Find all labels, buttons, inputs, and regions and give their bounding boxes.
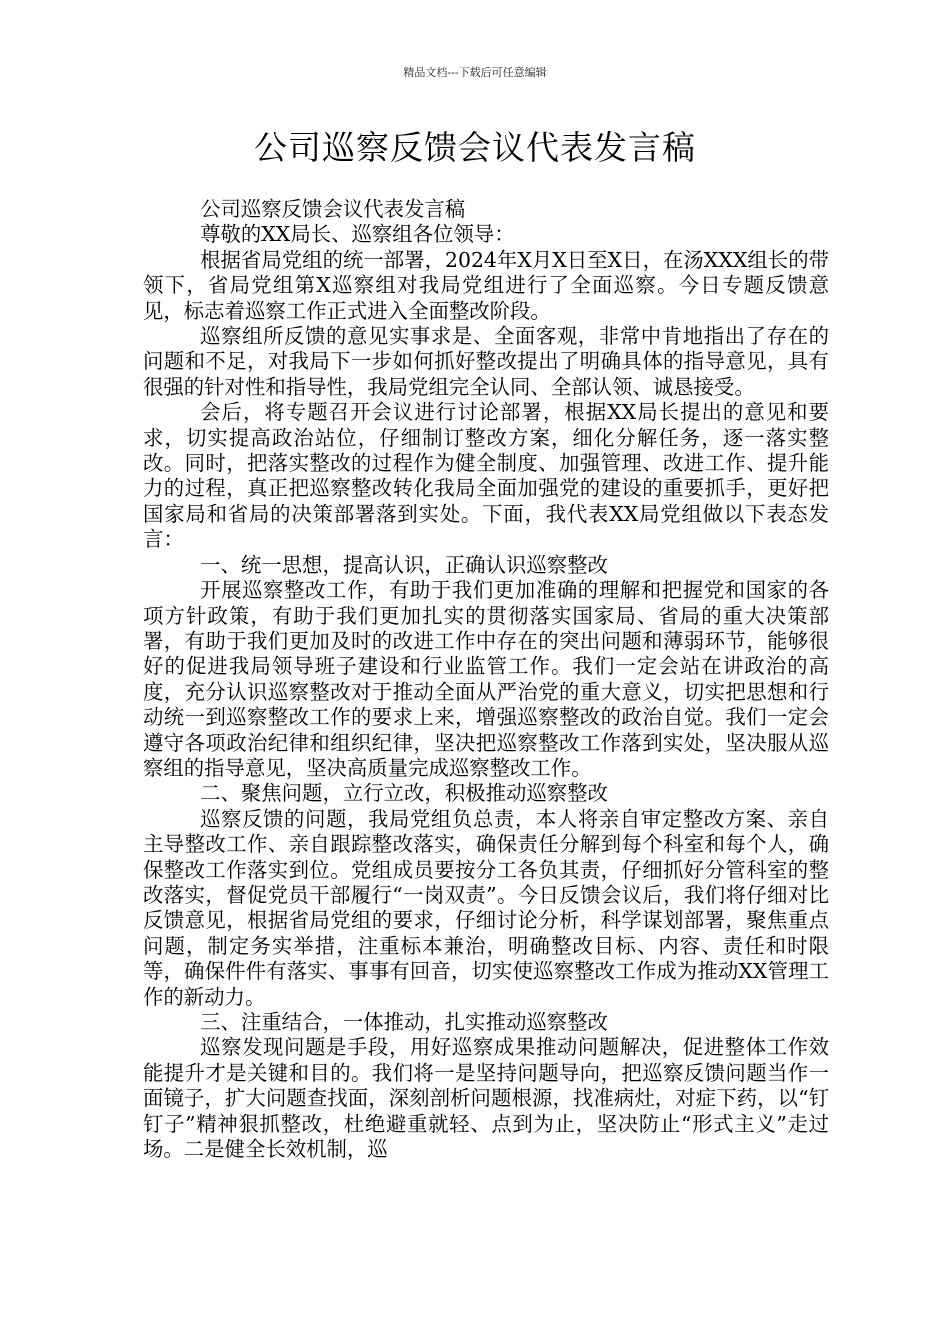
- paragraph: 会后，将专题召开会议进行讨论部署，根据XX局长提出的意见和要求，切实提高政治站位，仔细制订整改方案，细化分解任务，逐一落实整改。同时，把落实整改的过程作为健全制度、加强管理、改进工作、提升能力的过程，真正把巡察整改转化我局全面加强党的建设的重要抓手，更好把国家局和省局的决策部署落到实处。下面，我代表XX局党组做以下表态发言：: [143, 400, 829, 552]
- paragraph: 巡察发现问题是手段，用好巡察成果推动问题解决，促进整体工作效能提升才是关键和目的。我们将一是坚持问题导向，把巡察反馈问题当作一面镜子，扩大问题查找面，深刻剖析问题根源，找准病灶，对症下药，以“钉钉子”精神狠抓整改，杜绝避重就轻、点到为止，坚决防止“形式主义”走过场。二是健全长效机制，巡: [143, 1035, 829, 1162]
- paragraph: 巡察组所反馈的意见实事求是、全面客观，非常中肯地指出了存在的问题和不足，对我局下一步如何抓好整改提出了明确具体的指导意见，具有很强的针对性和指导性，我局党组完全认同、全部认领、诚恳接受。: [143, 324, 829, 399]
- paragraph-subtitle: 公司巡察反馈会议代表发言稿: [200, 197, 466, 221]
- document-body: [143, 197, 829, 1162]
- section-heading-3: 三、注重结合，一体推动，扎实推动巡察整改: [200, 1010, 608, 1034]
- paragraph: 根据省局党组的统一部署，2024年X月X日至X日，在汤XXX组长的带领下，省局党组第X巡察组对我局党组进行了全面巡察。今日专题反馈意见，标志着巡察工作正式进入全面整改阶段。: [143, 247, 829, 323]
- section-heading-2: 二、聚焦问题，立行立改，积极推动巡察整改: [200, 781, 608, 806]
- paragraph: 开展巡察整改工作，有助于我们更加准确的理解和把握党和国家的各项方针政策，有助于我们更加扎实的贯彻落实国家局、省局的重大决策部署，有助于我们更加及时的改进工作中存在的突出问题和薄弱环节，能够很好的促进我局领导班子建设和行业监管工作。我们一定会站在讲政治的高度，充分认识巡察整改对于推动全面从严治党的重大意义，切实把思想和行动统一到巡察整改工作的要求上来，增强巡察整改的政治自觉。我们一定会遵守各项政治纪律和组织纪律，坚决把巡察整改工作落到实处，坚决服从巡察组的指导意见，坚决高质量完成巡察整改工作。: [143, 578, 829, 780]
- section-heading-1: 一、统一思想，提高认识，正确认识巡察整改: [200, 552, 608, 577]
- document-title: 公司巡察反馈会议代表发言稿: [254, 128, 696, 167]
- paragraph-salutation: 尊敬的XX局长、巡察组各位领导：: [200, 222, 515, 247]
- paragraph: 巡察反馈的问题，我局党组负总责，本人将亲自审定整改方案、亲自主导整改工作、亲自跟踪整改落实，确保责任分解到每个科室和每个人，确保整改工作落实到位。党组成员要按分工各负其责，仔细抓好分管科室的整改落实，督促党员干部履行“一岗双责”。今日反馈会议后，我们将仔细对比反馈意见，根据省局党组的要求，仔细讨论分析，科学谋划部署，聚焦重点问题，制定务实举措，注重标本兼治，明确整改目标、内容、责任和时限等，确保件件有落实、事事有回音，切实使巡察整改工作成为推动XX管理工作的新动力。: [143, 806, 829, 1009]
- header-note: 精品文档---下载后可任意编辑: [403, 66, 547, 79]
